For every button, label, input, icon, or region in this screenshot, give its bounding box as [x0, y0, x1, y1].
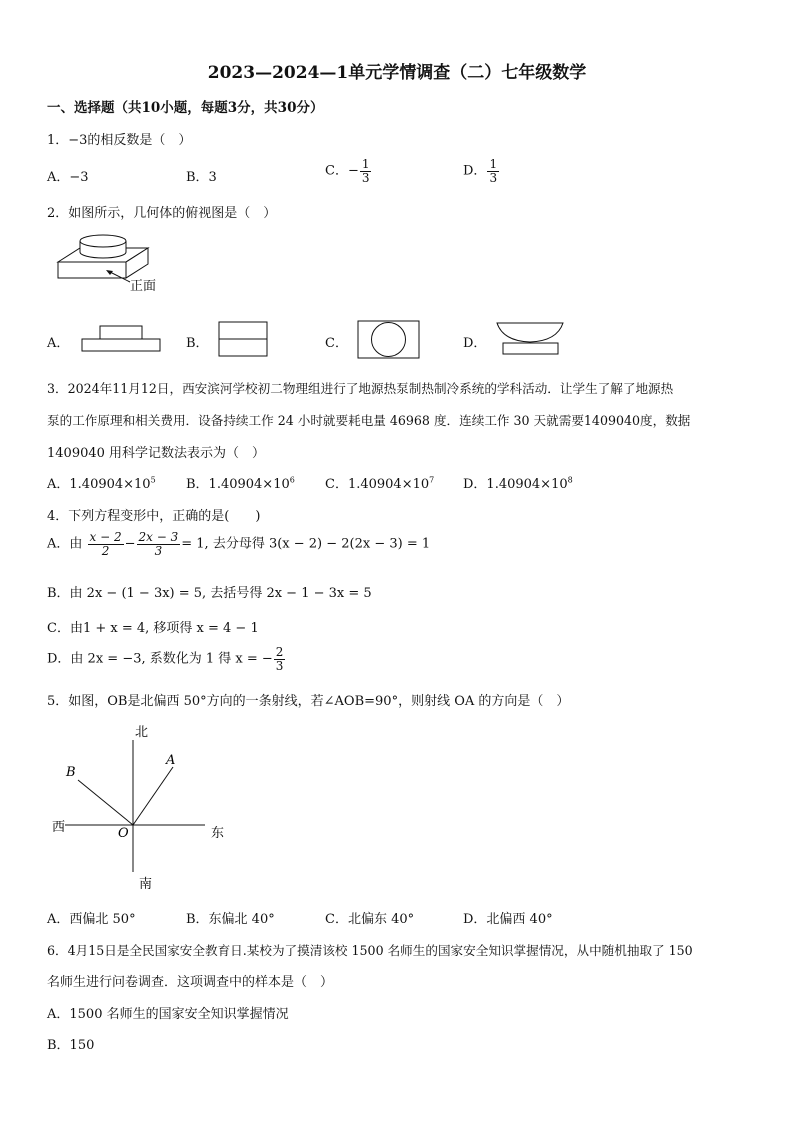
- q5-east-label: 东: [211, 826, 225, 841]
- q1-option-c-prefix: C．−: [325, 163, 359, 179]
- q2-option-a-shape[interactable]: [82, 322, 162, 354]
- q4-option-b[interactable]: B．由 2x − (1 − 3x) = 5, 去括号得 2x − 1 − 3x = 5: [47, 586, 372, 601]
- q4-option-d[interactable]: [47, 646, 286, 672]
- q6-line-1: 6．4月15日是全民国家安全教育日.某校为了摸清该校 1500 名师生的国家安全知识掌握情况，从中随机抽取了 150: [47, 943, 693, 958]
- q4-option-c[interactable]: C．由1 + x = 4, 移项得 x = 4 − 1: [47, 621, 259, 636]
- q4-a-f1-denominator: 2: [101, 543, 110, 558]
- q3-b-base: B．1.40904×10: [186, 477, 290, 492]
- q4-a-fraction-2: [137, 531, 181, 557]
- q4-d-numerator: 2: [275, 645, 284, 659]
- q5-label-o: O: [118, 826, 129, 841]
- q2-option-c-shape[interactable]: [358, 321, 422, 361]
- q5-option-b[interactable]: B．东偏北 40°: [186, 912, 275, 927]
- q2-option-a-label[interactable]: A．: [47, 336, 70, 351]
- q3-b-exponent: 6: [289, 475, 295, 485]
- q2-option-d-shape[interactable]: [497, 321, 567, 357]
- q3-line-1: 3．2024年11月12日，西安滨河学校初二物理组进行了地源热泵制热制冷系统的学科活动．让学生了解了地源热: [47, 381, 674, 396]
- q4-a-minus: −: [124, 536, 136, 552]
- q4-a-f2-denominator: 3: [154, 543, 163, 558]
- section-heading: 一、选择题（共10小题，每题3分，共30分）: [47, 100, 324, 116]
- q3-line-3: 1409040 用科学记数法表示为（ ）: [47, 446, 266, 461]
- q5-ray-oa: [133, 767, 173, 825]
- q1-stem: 1．−3的相反数是（ ）: [47, 133, 192, 148]
- q3-a-exponent: 5: [150, 475, 156, 485]
- q6-line-2: 名师生进行问卷调查．这项调查中的样本是（ ）: [47, 975, 334, 990]
- q5-label-b: B: [66, 765, 76, 780]
- q4-d-fraction: [274, 646, 286, 672]
- q2-solid-figure: [50, 232, 170, 294]
- q3-d-exponent: 8: [567, 475, 573, 485]
- q4-a-rest: = 1, 去分母得 3(x − 2) − 2(2x − 3) = 1: [181, 536, 431, 552]
- q4-option-a[interactable]: [47, 531, 430, 557]
- q1-option-c-fraction: [360, 158, 372, 184]
- q3-a-base: A．1.40904×10: [47, 477, 151, 492]
- q5-north-label: 北: [135, 725, 149, 740]
- q1-d-denominator: 3: [489, 170, 498, 185]
- q1-c-numerator: 1: [361, 157, 370, 171]
- q3-c-exponent: 7: [429, 475, 435, 485]
- q4-a-prefix: A．由: [47, 536, 83, 552]
- q1-option-b[interactable]: B．3: [186, 170, 217, 185]
- q2-option-b-label[interactable]: B．: [186, 336, 209, 351]
- q4-a-fraction-1: [88, 531, 124, 557]
- q5-west-label: 西: [52, 820, 66, 835]
- q2-stem: 2．如图所示，几何体的俯视图是（ ）: [47, 206, 277, 221]
- q3-option-c[interactable]: [325, 473, 434, 492]
- q3-line-2: 泵的工作原理和相关费用．设备持续工作 24 小时就要耗电量 46968 度．连续工作 30 天就需要1409040度，数据: [47, 413, 691, 428]
- q4-stem: 4．下列方程变形中，正确的是( ): [47, 509, 261, 524]
- q5-label-a: A: [166, 753, 176, 768]
- q2-option-d-label[interactable]: D．: [463, 336, 487, 351]
- q5-option-d[interactable]: D．北偏西 40°: [463, 912, 553, 927]
- q1-d-numerator: 1: [489, 157, 498, 171]
- q5-ray-ob: [78, 780, 133, 825]
- q6-option-b[interactable]: B．150: [47, 1038, 95, 1053]
- q1-option-a[interactable]: A．−3: [47, 170, 89, 185]
- q2-front-label: 正面: [130, 279, 157, 294]
- q5-option-c[interactable]: C．北偏东 40°: [325, 912, 415, 927]
- q3-d-base: D．1.40904×10: [463, 477, 568, 492]
- q6-option-a[interactable]: A．1500 名师生的国家安全知识掌握情况: [47, 1007, 289, 1022]
- q1-option-d[interactable]: [463, 158, 500, 184]
- q5-option-a[interactable]: A．西偏北 50°: [47, 912, 136, 927]
- q2-option-b-shape[interactable]: [219, 322, 269, 358]
- q3-option-a[interactable]: [47, 473, 156, 492]
- page-title: 2023—2024—1单元学情调查（二）七年级数学: [207, 63, 587, 83]
- q1-option-c[interactable]: [325, 158, 372, 184]
- q2-option-c-label[interactable]: C．: [325, 336, 348, 351]
- q4-a-f1-numerator: x − 2: [89, 530, 122, 544]
- q4-a-f2-numerator: 2x − 3: [138, 530, 179, 544]
- q1-option-d-prefix: D．: [463, 163, 487, 179]
- q3-option-d[interactable]: [463, 473, 573, 492]
- q1-option-d-fraction: [487, 158, 499, 184]
- q4-d-denominator: 3: [275, 658, 284, 673]
- q5-stem: 5．如图，OB是北偏西 50°方向的一条射线，若∠AOB=90°，则射线 OA 的方向是（ ）: [47, 694, 570, 709]
- q3-c-base: C．1.40904×10: [325, 477, 430, 492]
- q1-c-denominator: 3: [361, 170, 370, 185]
- q4-d-prefix: D．由 2x = −3, 系数化为 1 得 x = −: [47, 651, 273, 667]
- q3-option-b[interactable]: [186, 473, 295, 492]
- q5-compass-diagram: [40, 720, 240, 900]
- q5-south-label: 南: [139, 877, 153, 892]
